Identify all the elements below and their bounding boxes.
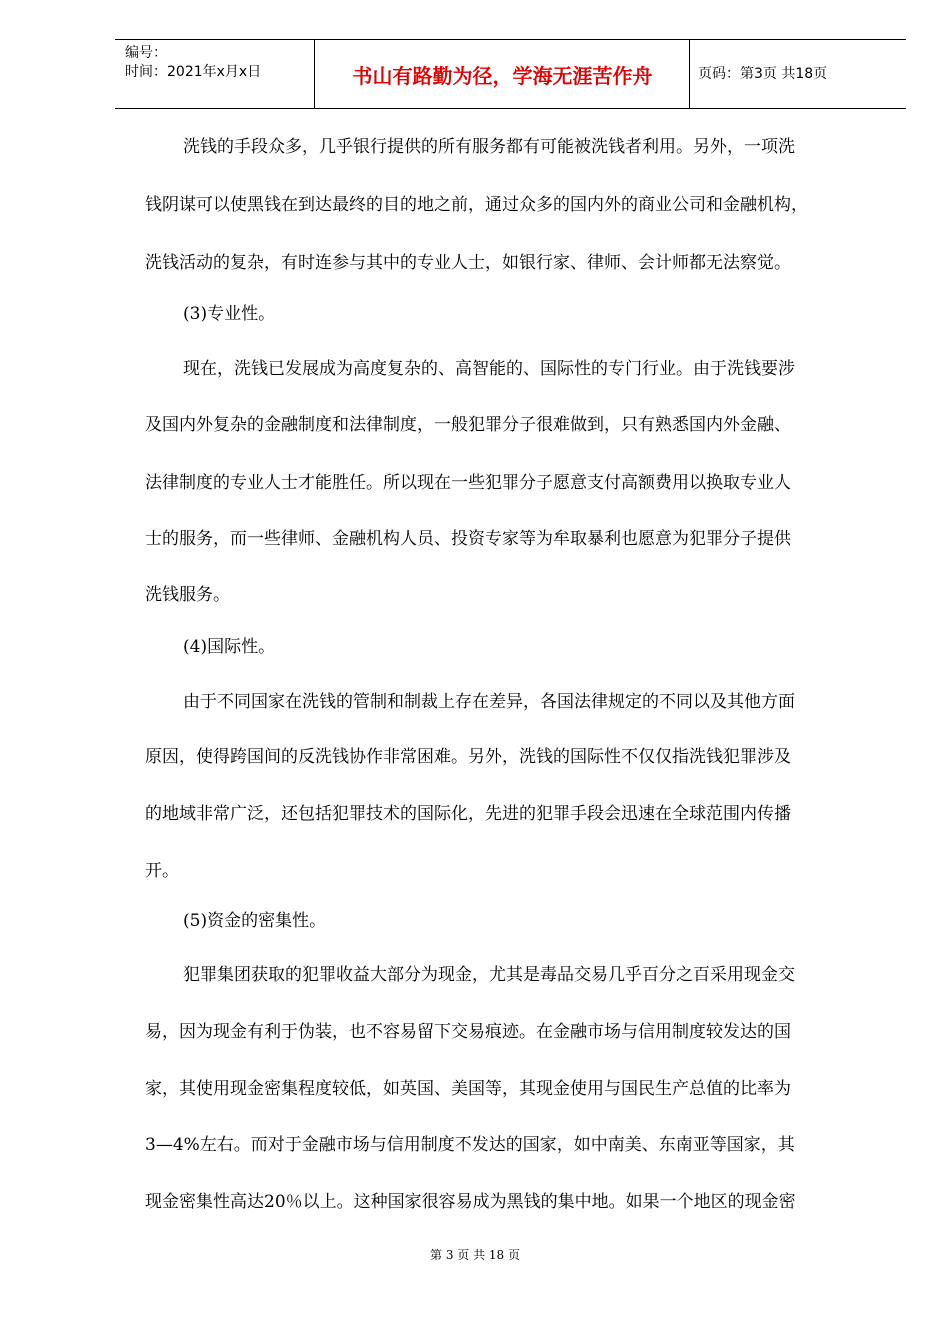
text-line: 家，其使用现金密集程度较低，如英国、美国等，其现金使用与国民生产总值的比率为 xyxy=(145,1079,791,1099)
document-time-label: 时间：2021年x月x日 xyxy=(125,64,262,80)
header-meta-cell xyxy=(115,40,315,108)
text-line: 犯罪集团获取的犯罪收益大部分为现金，尤其是毒品交易几乎百分之百采用现金交 xyxy=(183,965,795,985)
text-line: 洗钱服务。 xyxy=(145,585,230,605)
text-line: 现在，洗钱已发展成为高度复杂的、高智能的、国际性的专门行业。由于洗钱要涉 xyxy=(183,359,795,379)
text-line: 3—4%左右。而对于金融市场与信用制度不发达的国家，如中南美、东南亚等国家，其 xyxy=(145,1135,795,1155)
text-line: 的地域非常广泛，还包括犯罪技术的国际化，先进的犯罪手段会迅速在全球范围内传播 xyxy=(145,804,791,824)
page-header xyxy=(115,39,906,109)
section-heading: (5)资金的密集性。 xyxy=(183,911,327,931)
document-number-label: 编号： xyxy=(125,45,167,61)
text-line: 士的服务，而一些律师、金融机构人员、投资专家等为牟取暴利也愿意为犯罪分子提供 xyxy=(145,529,791,549)
text-line: 现金密集性高达20％以上。这种国家很容易成为黑钱的集中地。如果一个地区的现金密 xyxy=(145,1192,796,1212)
section-heading: (4)国际性。 xyxy=(183,637,276,657)
page-footer: 第 3 页 共 18 页 xyxy=(430,1248,520,1262)
text-line: 钱阴谋可以使黑钱在到达最终的目的地之前，通过众多的国内外的商业公司和金融机构， xyxy=(145,195,808,215)
text-line: 洗钱的手段众多，几乎银行提供的所有服务都有可能被洗钱者利用。另外，一项洗 xyxy=(183,137,795,157)
text-line: 由于不同国家在洗钱的管制和制裁上存在差异，各国法律规定的不同以及其他方面 xyxy=(183,692,795,712)
text-line: 及国内外复杂的金融制度和法律制度，一般犯罪分子很难做到，只有熟悉国内外金融、 xyxy=(145,415,791,435)
text-line: 原因，使得跨国间的反洗钱协作非常困难。另外，洗钱的国际性不仅仅指洗钱犯罪涉及 xyxy=(145,747,791,767)
header-motto-cell xyxy=(315,40,690,108)
section-heading: (3)专业性。 xyxy=(183,304,276,324)
text-line: 开。 xyxy=(145,861,179,881)
text-line: 易，因为现金有利于伪装，也不容易留下交易痕迹。在金融市场与信用制度较发达的国 xyxy=(145,1022,791,1042)
text-line: 洗钱活动的复杂，有时连参与其中的专业人士，如银行家、律师、会计师都无法察觉。 xyxy=(145,253,791,273)
header-page-info: 页码：第3页 共18页 xyxy=(698,66,828,82)
text-line: 法律制度的专业人士才能胜任。所以现在一些犯罪分子愿意支付高额费用以换取专业人 xyxy=(145,473,791,493)
header-motto: 书山有路勤为径，学海无涯苦作舟 xyxy=(352,64,653,88)
header-page-cell xyxy=(690,40,906,108)
